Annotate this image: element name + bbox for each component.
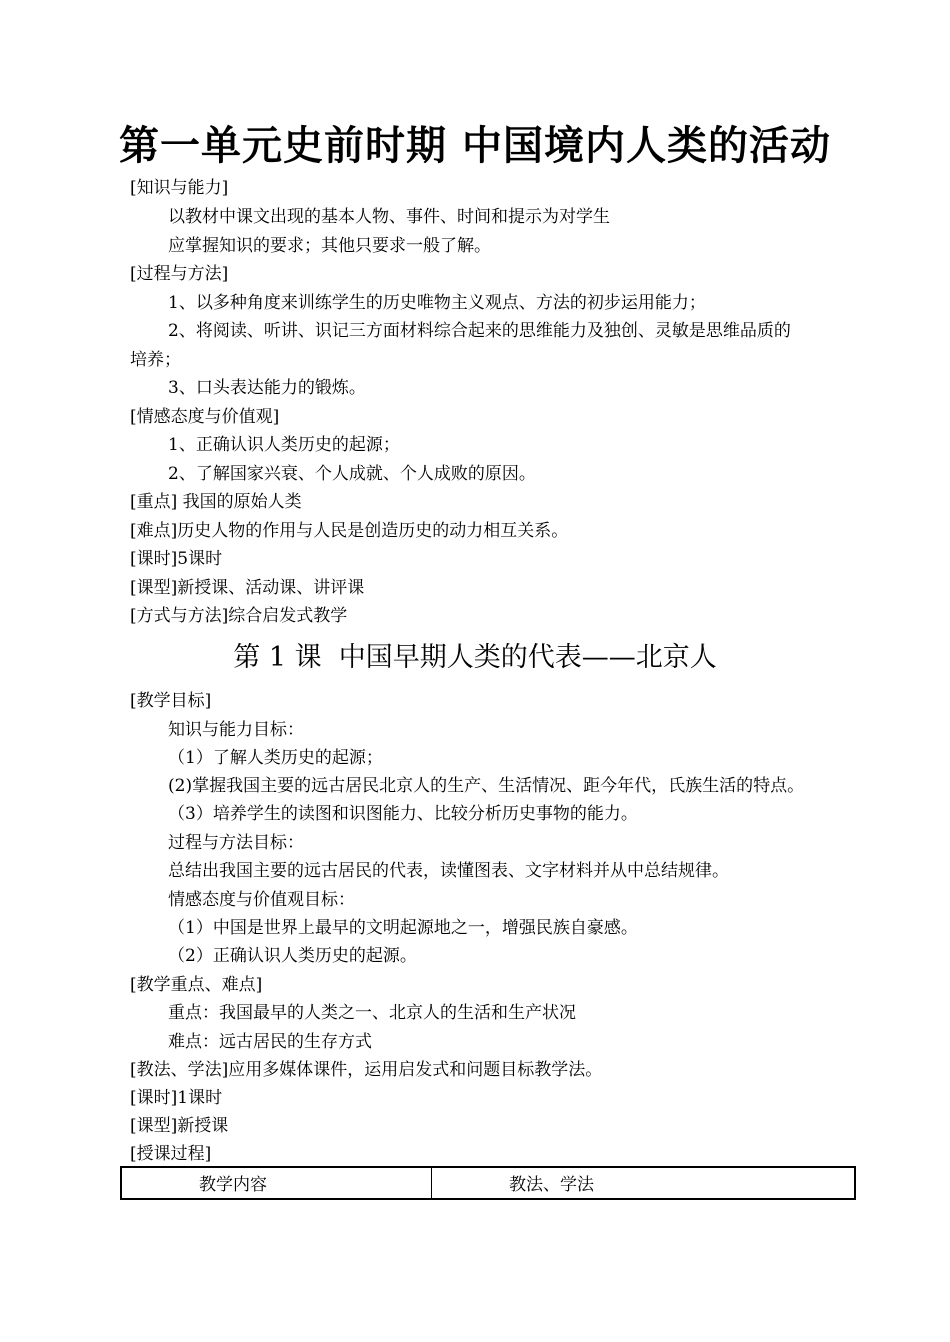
text-line: 2、了解国家兴衰、个人成就、个人成败的原因。 xyxy=(168,464,536,484)
table-header-cell xyxy=(432,1168,854,1198)
class-type: [课型]新授课 xyxy=(130,1116,229,1136)
heading-key-difficult: [教学重点、难点] xyxy=(130,975,263,995)
text-line: 1、以多种角度来训练学生的历史唯物主义观点、方法的初步运用能力； xyxy=(168,293,706,313)
lesson-title: 第 1 课 中国早期人类的代表——北京人 xyxy=(233,642,717,673)
text-line: 应掌握知识的要求；其他只要求一般了解。 xyxy=(168,236,491,256)
text-line: 1、正确认识人类历史的起源； xyxy=(168,435,400,455)
unit-title: 第一单元史前时期 中国境内人类的活动 xyxy=(119,122,831,169)
heading-process: [授课过程] xyxy=(130,1144,212,1164)
text-line: 知识与能力目标： xyxy=(168,720,304,740)
difficult-point: [难点]历史人物的作用与人民是创造历史的动力相互关系。 xyxy=(130,521,569,541)
table-header-methods: 教法、学法 xyxy=(509,1175,594,1195)
text-line: 难点：远古居民的生存方式 xyxy=(168,1032,372,1052)
text-line: 3、口头表达能力的锻炼。 xyxy=(168,378,366,398)
class-hours: [课时]1课时 xyxy=(130,1088,223,1108)
text-line: 2、将阅读、听讲、识记三方面材料综合起来的思维能力及独创、灵敏是思维品质的 xyxy=(168,321,791,341)
method: [方式与方法]综合启发式教学 xyxy=(130,606,348,626)
text-line: （1）了解人类历史的起源； xyxy=(168,748,383,768)
text-line: 情感态度与价值观目标： xyxy=(168,890,355,910)
class-hours: [课时]5课时 xyxy=(130,549,223,569)
heading-emotion: [情感态度与价值观] xyxy=(130,407,280,427)
table-header-cell xyxy=(122,1168,432,1198)
text-line: （1）中国是世界上最早的文明起源地之一，增强民族自豪感。 xyxy=(168,918,638,938)
table-header-content: 教学内容 xyxy=(199,1175,267,1195)
lesson-table xyxy=(120,1166,856,1200)
heading-process: [过程与方法] xyxy=(130,264,229,284)
heading-knowledge: [知识与能力] xyxy=(130,178,229,198)
text-line: （2）正确认识人类历史的起源。 xyxy=(168,946,417,966)
teaching-methods: [教法、学法]应用多媒体课件，运用启发式和问题目标教学法。 xyxy=(130,1060,603,1080)
text-line: 重点：我国最早的人类之一、北京人的生活和生产状况 xyxy=(168,1003,576,1023)
heading-objectives: [教学目标] xyxy=(130,691,212,711)
text-line: (2)掌握我国主要的远古居民北京人的生产、生活情况、距今年代，氏族生活的特点。 xyxy=(168,776,805,796)
key-point: [重点] 我国的原始人类 xyxy=(130,492,302,512)
text-line: 总结出我国主要的远古居民的代表，读懂图表、文字材料并从中总结规律。 xyxy=(168,861,729,881)
text-line: （3）培养学生的读图和识图能力、比较分析历史事物的能力。 xyxy=(168,804,638,824)
class-type: [课型]新授课、活动课、讲评课 xyxy=(130,578,365,598)
text-line: 培养； xyxy=(130,350,181,370)
text-line: 以教材中课文出现的基本人物、事件、时间和提示为对学生 xyxy=(168,207,610,227)
text-line: 过程与方法目标： xyxy=(168,833,304,853)
